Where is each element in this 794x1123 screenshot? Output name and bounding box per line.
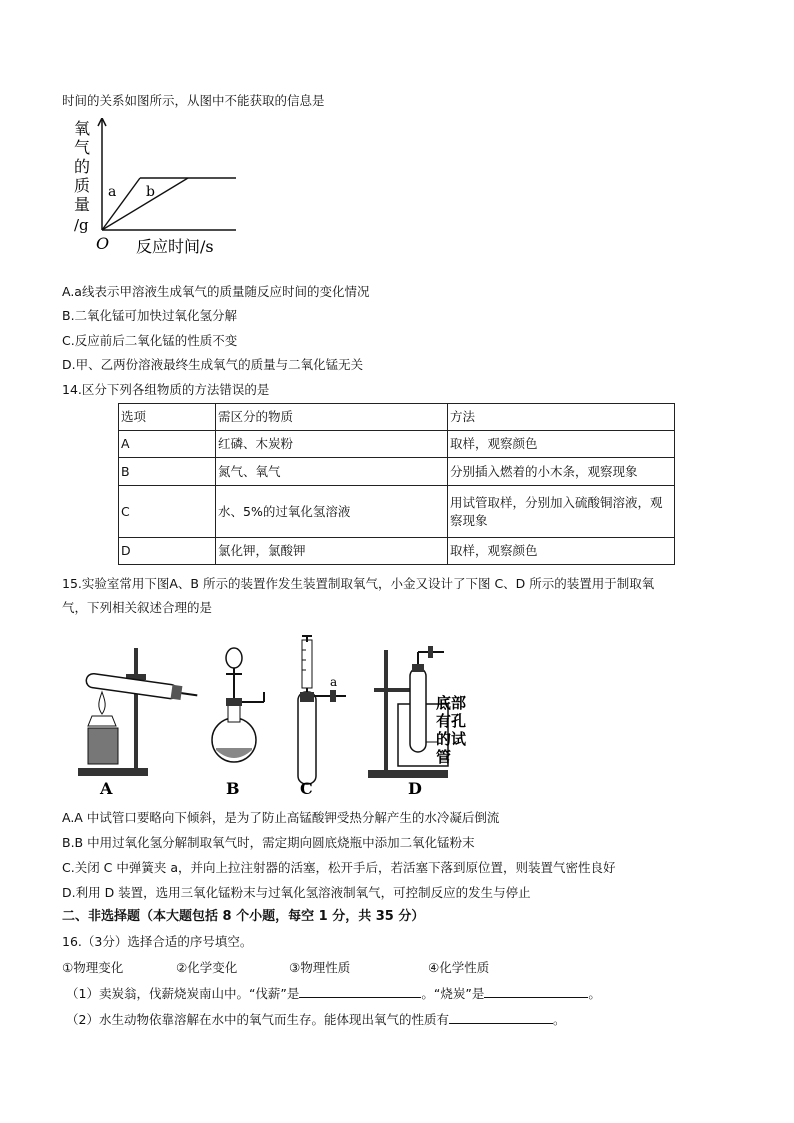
table-row: [119, 458, 675, 486]
apparatus-d: [368, 646, 467, 798]
ylabel-char: 质: [74, 176, 91, 195]
table-cell: 氯化钾，氯酸钾: [216, 538, 448, 565]
table-cell: 红磷、木炭粉: [216, 431, 448, 458]
clip-a-label: a: [330, 675, 338, 689]
q16-choice: ①物理变化: [62, 960, 124, 975]
figure-label-c: C: [300, 779, 313, 798]
figure-label-d: D: [408, 779, 422, 798]
q16-stem: 16.（3分）选择合适的序号填空。: [62, 934, 253, 949]
table-row: [119, 486, 675, 538]
q14-stem: 14.区分下列各组物质的方法错误的是: [62, 382, 270, 397]
q13-graph: [70, 118, 260, 268]
ylabel-char: 量: [74, 195, 91, 214]
bottom-note: 底部: [436, 694, 467, 712]
q13-option: C.反应前后二氧化锰的性质不变: [62, 333, 238, 348]
line-a-label: a: [108, 184, 117, 200]
bottom-note: 的试: [436, 730, 467, 748]
q16-choice: ④化学性质: [428, 960, 490, 975]
origin-label: O: [96, 234, 110, 253]
ylabel-char: 气: [74, 138, 91, 157]
table-header: 选项: [119, 404, 216, 431]
figure-label-b: B: [226, 779, 240, 798]
apparatus-b: [212, 648, 264, 798]
q13-option: D.甲、乙两份溶液最终生成氧气的质量与二氧化锰无关: [62, 357, 364, 372]
ylabel-char: 的: [74, 157, 91, 176]
q15-apparatus-figure: [68, 628, 528, 798]
q16-sub2-text: （2）水生动物依靠溶解在水中的氧气而生存。能体现出氧气的性质有: [66, 1012, 449, 1027]
table-cell: A: [119, 431, 216, 458]
q16-sub1-end: 。: [588, 986, 601, 1001]
q15-option: A.A 中试管口要略向下倾斜，是为了防止高锰酸钾受热分解产生的水冷凝后倒流: [62, 810, 500, 825]
section-heading: 二、非选择题（本大题包括 8 个小题，每空 1 分，共 35 分）: [62, 909, 425, 924]
q16-sub1: [66, 985, 601, 1002]
q14-table: [118, 403, 675, 565]
table-header-row: [119, 404, 675, 431]
table-header: 方法: [448, 404, 675, 431]
answer-blank[interactable]: [484, 985, 588, 998]
q15-option: B.B 中用过氧化氢分解制取氧气时，需定期向圆底烧瓶中添加二氧化锰粉末: [62, 835, 475, 850]
table-cell: 分别插入燃着的小木条，观察现象: [448, 458, 675, 486]
answer-blank[interactable]: [449, 1011, 553, 1024]
table-cell: 用试管取样，分别加入硫酸铜溶液，观察现象: [448, 486, 675, 538]
figure-label-a: A: [100, 779, 113, 798]
q15-option: D.利用 D 装置，选用三氧化锰粉末与过氧化氢溶液制氧气，可控制反应的发生与停止: [62, 885, 531, 900]
apparatus-c: [298, 636, 346, 798]
line-b-label: b: [146, 184, 155, 200]
q15-stem: 气，下列相关叙述合理的是: [62, 600, 213, 615]
table-cell: B: [119, 458, 216, 486]
q15-option: C.关闭 C 中弹簧夹 a，并向上拉注射器的活塞，松开手后，若活塞下落到原位置，则装置气密性良好: [62, 860, 616, 875]
q15-stem: 15.实验室常用下图A、B 所示的装置作发生装置制取氧气，小金又设计了下图 C、D 所示的装置用于制取氧: [62, 576, 655, 591]
table-cell: 取样，观察颜色: [448, 538, 675, 565]
table-row: [119, 431, 675, 458]
q16-sub1-text: （1）卖炭翁，伐薪烧炭南山中。“伐薪”是: [66, 986, 300, 1001]
q16-sub2-end: 。: [552, 1012, 566, 1027]
q16-choice: ②化学变化: [176, 960, 238, 975]
table-cell: D: [119, 538, 216, 565]
x-axis-label: 反应时间/s: [136, 237, 214, 256]
bottom-note: 有孔: [436, 712, 467, 730]
table-cell: 取样，观察颜色: [448, 431, 675, 458]
ylabel-char: 氧: [74, 119, 91, 138]
ylabel-char: /g: [74, 216, 89, 234]
table-header: 需区分的物质: [216, 404, 448, 431]
q16-sub2: [66, 1011, 565, 1028]
q13-option: B.二氧化锰可加快过氧化氢分解: [62, 308, 238, 323]
apparatus-a: [78, 648, 198, 798]
bottom-note: 管: [436, 748, 452, 766]
table-cell: C: [119, 486, 216, 538]
table-cell: 水、5%的过氧化氢溶液: [216, 486, 448, 538]
q16-sub1-text: 。“烧炭”是: [421, 986, 485, 1001]
q13-stem-tail: 时间的关系如图所示，从图中不能获取的信息是: [62, 93, 325, 108]
table-row: [119, 538, 675, 565]
q16-choice: ③物理性质: [289, 960, 351, 975]
table-cell: 氮气、氧气: [216, 458, 448, 486]
q13-option: A.a线表示甲溶液生成氧气的质量随反应时间的变化情况: [62, 284, 370, 299]
answer-blank[interactable]: [299, 985, 421, 998]
